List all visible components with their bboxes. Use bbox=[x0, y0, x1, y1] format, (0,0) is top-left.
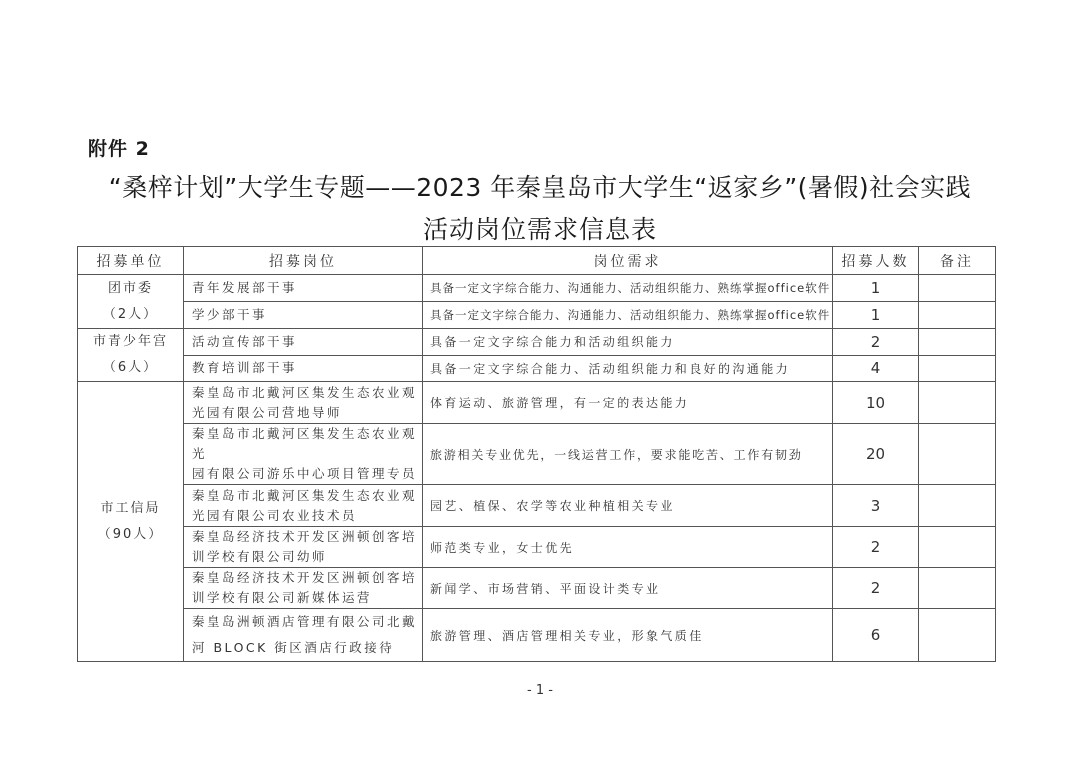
post-cell bbox=[184, 609, 423, 662]
post-line2: 河 BLOCK 街区酒店行政接待 bbox=[192, 640, 395, 655]
header-note: 备注 bbox=[919, 247, 996, 275]
count-cell: 1 bbox=[833, 275, 919, 302]
post-cell bbox=[184, 424, 423, 485]
count-cell: 4 bbox=[833, 355, 919, 382]
header-count: 招募人数 bbox=[833, 247, 919, 275]
note-cell bbox=[919, 382, 996, 424]
unit-name: 市工信局 bbox=[100, 500, 161, 516]
note-cell bbox=[919, 424, 996, 485]
post-cell bbox=[184, 527, 423, 568]
post-cell: 活动宣传部干事 bbox=[184, 329, 423, 356]
unit-total: （90人） bbox=[97, 526, 164, 542]
post-line2: 训学校有限公司新媒体运营 bbox=[192, 590, 373, 605]
requirement-cell: 园艺、植保、农学等农业种植相关专业 bbox=[423, 485, 833, 527]
post-line2: 光园有限公司营地导师 bbox=[192, 404, 343, 420]
table-row bbox=[78, 382, 996, 424]
header-unit: 招募单位 bbox=[78, 247, 184, 275]
count-cell: 3 bbox=[833, 485, 919, 527]
note-cell bbox=[919, 329, 996, 356]
table-header-row bbox=[78, 247, 996, 275]
count-cell: 10 bbox=[833, 382, 919, 424]
count-cell: 20 bbox=[833, 424, 919, 485]
unit-name: 团市委 bbox=[107, 280, 153, 296]
unit-total: （6人） bbox=[102, 360, 159, 375]
post-cell: 青年发展部干事 bbox=[184, 275, 423, 302]
post-line1: 秦皇岛经济技术开发区洲顿创客培 bbox=[192, 529, 418, 544]
note-cell bbox=[919, 355, 996, 382]
unit-name: 市青少年宫 bbox=[92, 334, 168, 349]
count-cell: 2 bbox=[833, 329, 919, 356]
note-cell bbox=[919, 485, 996, 527]
requirement-cell: 具备一定文字综合能力、活动组织能力和良好的沟通能力 bbox=[423, 355, 833, 382]
requirement-cell: 师范类专业，女士优先 bbox=[423, 527, 833, 568]
table-row bbox=[78, 329, 996, 356]
table-row bbox=[78, 355, 996, 382]
count-cell: 6 bbox=[833, 609, 919, 662]
post-line1: 秦皇岛市北戴河区集发生态农业观光 bbox=[192, 426, 418, 461]
note-cell bbox=[919, 275, 996, 302]
unit-cell bbox=[78, 275, 184, 329]
table-row bbox=[78, 485, 996, 527]
requirement-cell: 旅游相关专业优先，一线运营工作，要求能吃苦、工作有韧劲 bbox=[423, 424, 833, 485]
requirement-cell: 具备一定文字综合能力、沟通能力、活动组织能力、熟练掌握office软件 bbox=[423, 275, 833, 302]
table-row bbox=[78, 609, 996, 662]
attachment-label: 附件 2 bbox=[88, 138, 150, 160]
post-cell bbox=[184, 568, 423, 609]
post-cell: 学少部干事 bbox=[184, 302, 423, 329]
post-line2: 训学校有限公司幼师 bbox=[192, 549, 328, 564]
table-row bbox=[78, 302, 996, 329]
unit-total: （2人） bbox=[102, 306, 159, 322]
post-cell: 教育培训部干事 bbox=[184, 355, 423, 382]
table-row bbox=[78, 275, 996, 302]
post-line1: 秦皇岛洲顿酒店管理有限公司北戴 bbox=[192, 614, 418, 629]
requirement-cell: 具备一定文字综合能力和活动组织能力 bbox=[423, 329, 833, 356]
note-cell bbox=[919, 527, 996, 568]
position-demand-table bbox=[77, 246, 996, 662]
requirement-cell: 新闻学、市场营销、平面设计类专业 bbox=[423, 568, 833, 609]
post-cell bbox=[184, 382, 423, 424]
note-cell bbox=[919, 568, 996, 609]
page-number: - 1 - bbox=[527, 683, 553, 698]
post-line1: 秦皇岛市北戴河区集发生态农业观 bbox=[192, 487, 418, 503]
note-cell bbox=[919, 609, 996, 662]
count-cell: 1 bbox=[833, 302, 919, 329]
document-title-line2: 活动岗位需求信息表 bbox=[422, 215, 657, 244]
count-cell: 2 bbox=[833, 568, 919, 609]
header-requirement: 岗位需求 bbox=[423, 247, 833, 275]
note-cell bbox=[919, 302, 996, 329]
table-row bbox=[78, 568, 996, 609]
post-cell bbox=[184, 485, 423, 527]
post-line2: 光园有限公司农业技术员 bbox=[192, 507, 358, 523]
document-title-line1: “桑梓计划”大学生专题——2023 年秦皇岛市大学生“返家乡”(暑假)社会实践 bbox=[108, 173, 972, 202]
count-cell: 2 bbox=[833, 527, 919, 568]
post-line2: 园有限公司游乐中心项目管理专员 bbox=[192, 466, 418, 481]
post-line1: 秦皇岛经济技术开发区洲顿创客培 bbox=[192, 570, 418, 585]
requirement-cell: 具备一定文字综合能力、沟通能力、活动组织能力、熟练掌握office软件 bbox=[423, 302, 833, 329]
post-line1: 秦皇岛市北戴河区集发生态农业观 bbox=[192, 384, 418, 400]
table-row bbox=[78, 424, 996, 485]
requirement-cell: 体育运动、旅游管理，有一定的表达能力 bbox=[423, 382, 833, 424]
table-row bbox=[78, 527, 996, 568]
header-post: 招募岗位 bbox=[184, 247, 423, 275]
unit-cell bbox=[78, 329, 184, 382]
requirement-cell: 旅游管理、酒店管理相关专业，形象气质佳 bbox=[423, 609, 833, 662]
unit-cell bbox=[78, 382, 184, 662]
